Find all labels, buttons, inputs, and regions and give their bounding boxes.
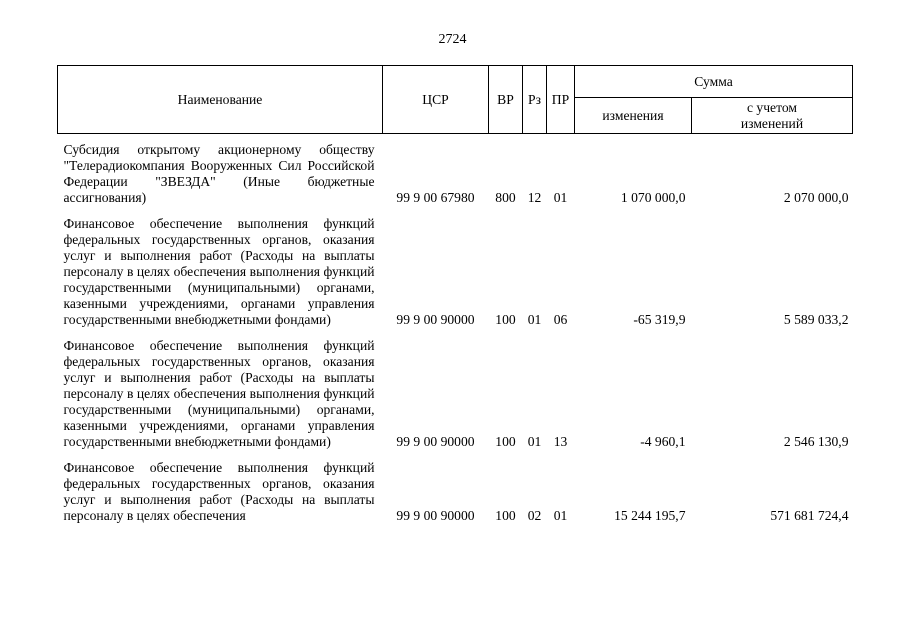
row-vr-cell: 100 [495,434,516,449]
header-with-change: с учетом изменений [692,98,853,134]
page-number: 2724 [438,32,467,47]
row-change-cell: 1 070 000,0 [620,190,686,205]
row-name-cell: Финансовое обеспечение выполнения функций федеральных государственных органов, оказания услуг и выполнения работ (Расходы на выплаты персоналу в целях обеспечения выполнения функций государственными (муниципальными) органами, казенными учреждениями, органами управления государственными внебюджетными фондами) [63,338,375,449]
table-body [58,134,853,525]
header-pr: ПР [547,66,575,134]
table-row [58,206,853,328]
row-change-cell: 15 244 195,7 [614,508,686,523]
header-rz: Рз [523,66,547,134]
row-csr-cell: 99 9 00 90000 [396,312,475,327]
row-csr-cell: 99 9 00 90000 [396,508,475,523]
row-csr-cell: 99 9 00 90000 [396,434,475,449]
table-row [58,328,853,450]
header-name: Наименование [58,66,383,134]
header-csr: ЦСР [383,66,489,134]
row-pr-cell: 01 [553,190,568,205]
row-pr-cell: 06 [553,312,568,327]
row-rz-cell: 02 [527,508,542,523]
table-header [58,66,853,134]
row-name-cell: Финансовое обеспечение выполнения функций федеральных государственных органов, оказания услуг и выполнения работ (Расходы на выплаты персоналу в целях обеспечения [63,460,375,523]
budget-table [57,65,853,524]
row-change-cell: -4 960,1 [640,434,686,449]
row-with-change-cell: 571 681 724,4 [770,508,849,523]
row-vr-cell: 100 [495,508,516,523]
row-change-cell: -65 319,9 [633,312,686,327]
header-change: изменения [575,98,692,134]
header-vr: ВР [489,66,523,134]
row-rz-cell: 01 [527,312,542,327]
row-pr-cell: 01 [553,508,568,523]
row-rz-cell: 01 [527,434,542,449]
row-rz-cell: 12 [527,190,542,205]
row-with-change-cell: 5 589 033,2 [783,312,849,327]
row-with-change-cell: 2 070 000,0 [783,190,849,205]
table-row [58,134,853,207]
row-vr-cell: 800 [495,190,516,205]
row-name-cell: Субсидия открытому акционерному обществу "Телерадиокомпания Вооруженных Сил Российской Федерации "ЗВЕЗДА" (Иные бюджетные ассигнования) [63,142,375,205]
row-csr-cell: 99 9 00 67980 [396,190,475,205]
row-with-change-cell: 2 546 130,9 [783,434,849,449]
row-name-cell: Финансовое обеспечение выполнения функций федеральных государственных органов, оказания услуг и выполнения работ (Расходы на выплаты персоналу в целях обеспечения выполнения функций государственными (муниципальными) органами, казенными учреждениями, органами управления государственными внебюджетными фондами) [63,216,375,327]
header-sum: Сумма [575,66,853,98]
table-row [58,450,853,524]
row-pr-cell: 13 [553,434,568,449]
row-vr-cell: 100 [495,312,516,327]
